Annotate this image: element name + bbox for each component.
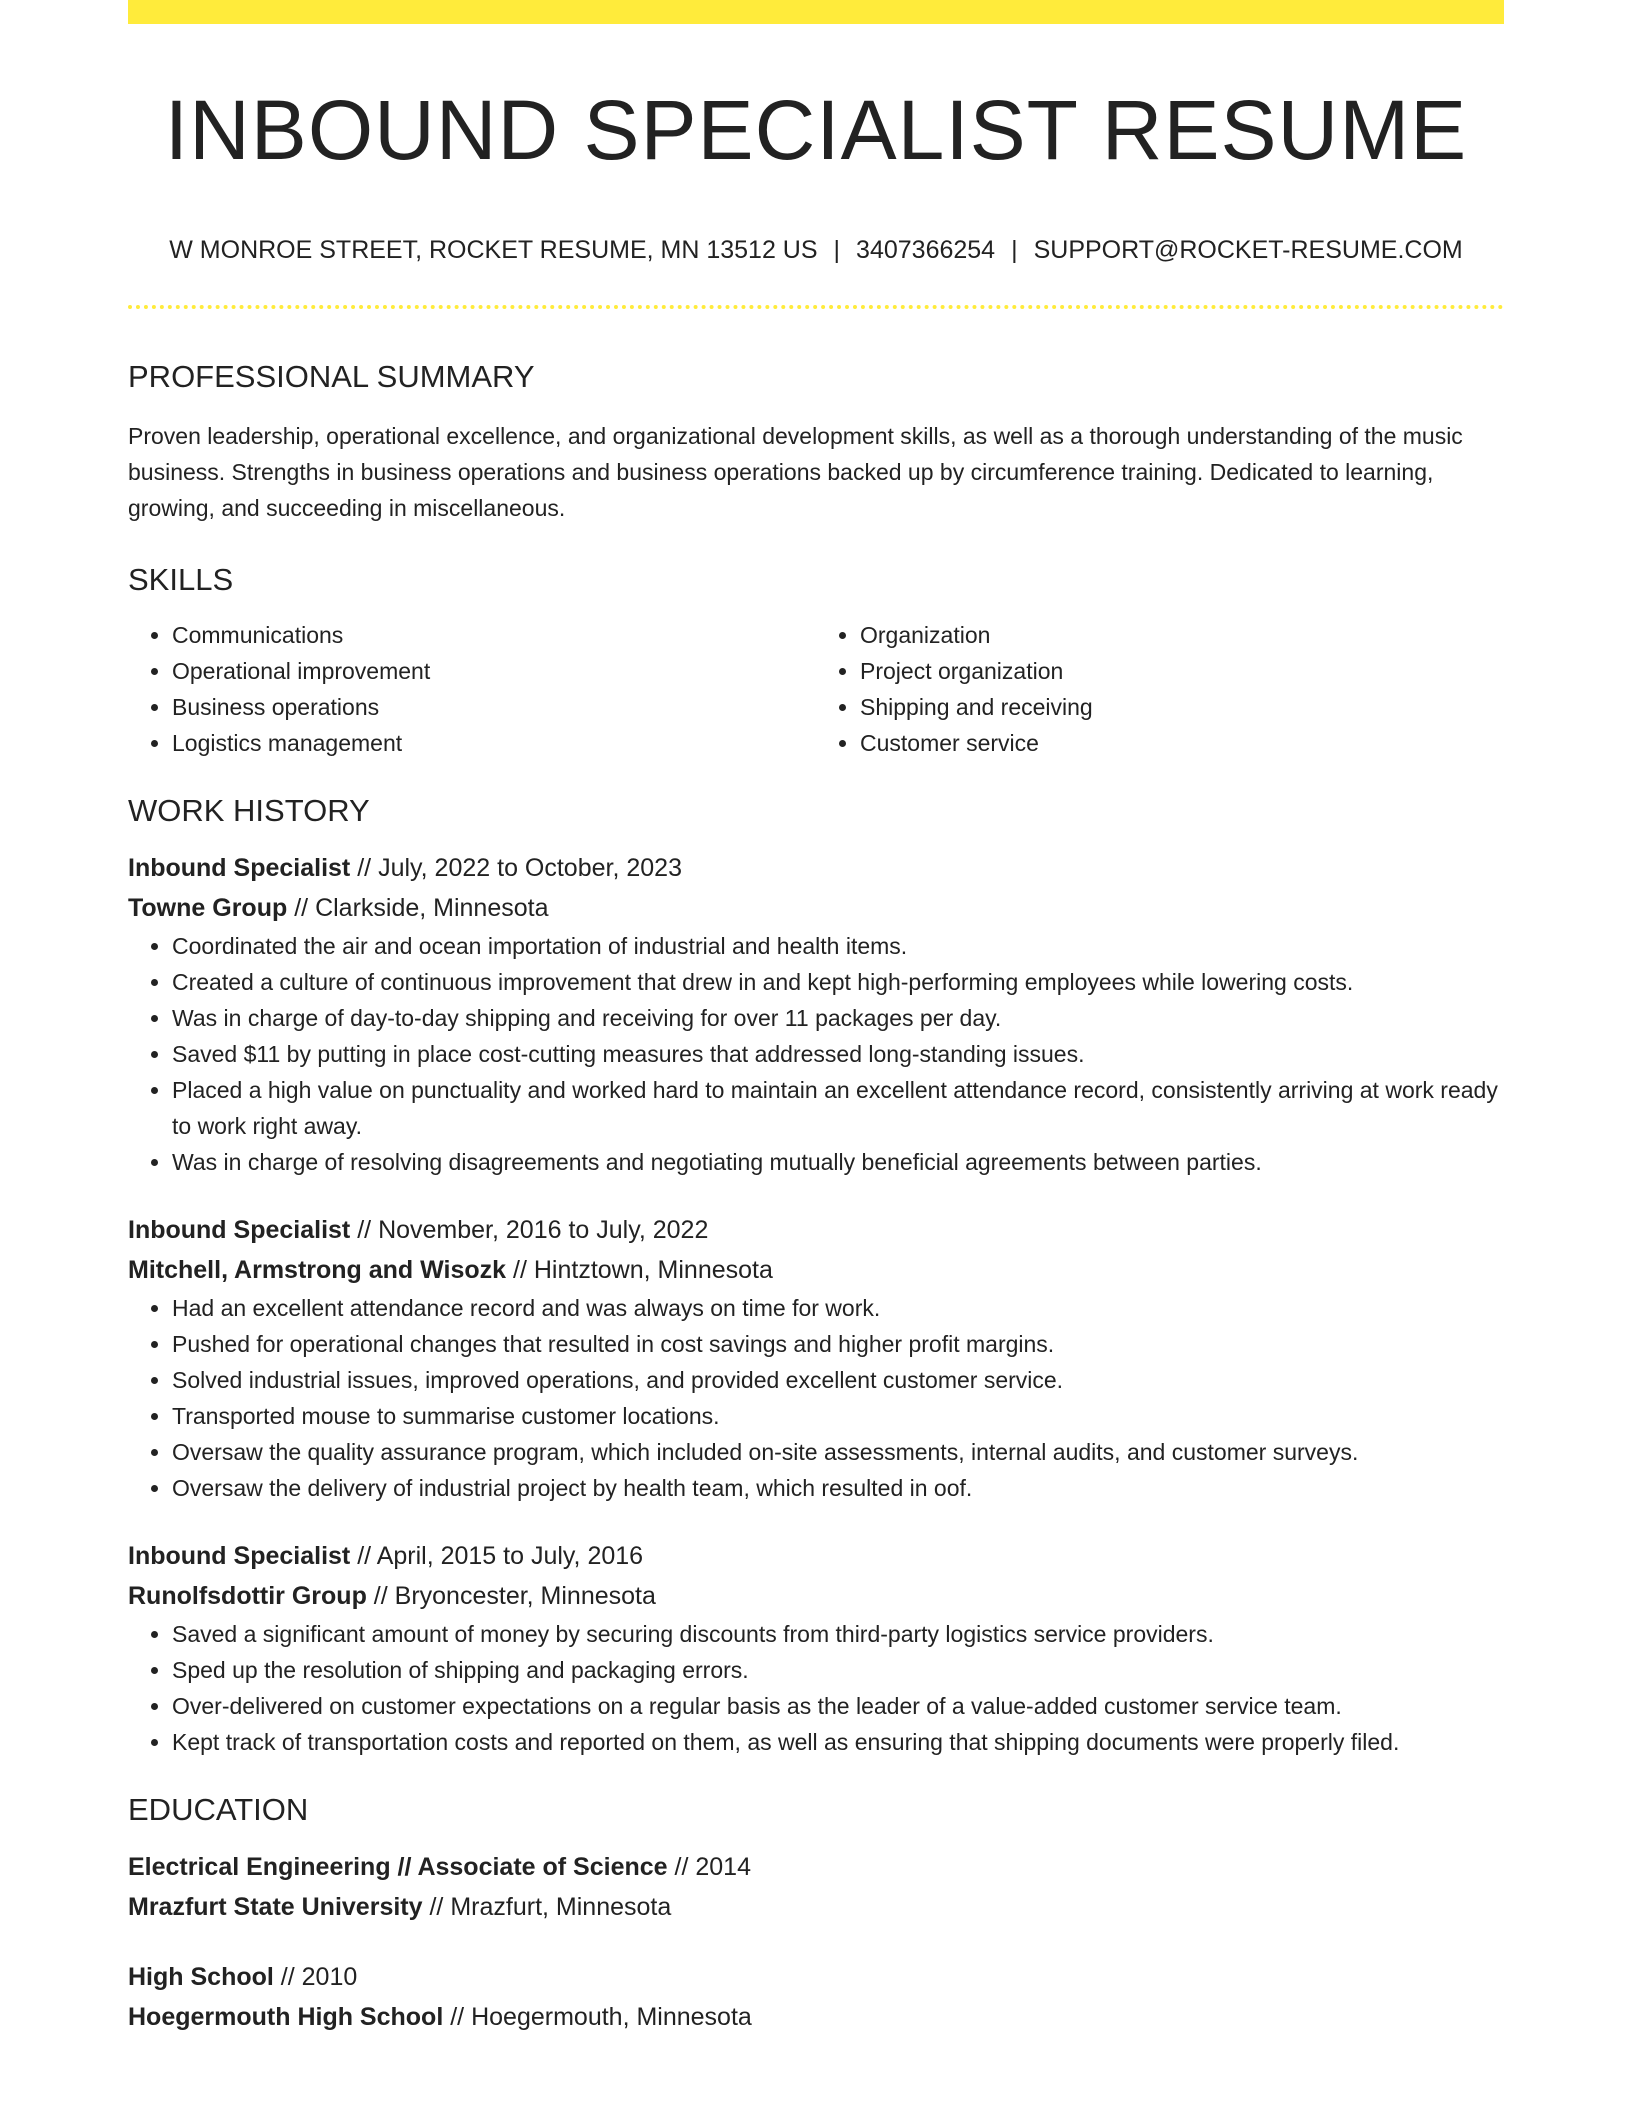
education-section: [128, 1794, 1504, 2037]
summary-section: [128, 361, 1504, 526]
job-divider: //: [357, 1542, 372, 1571]
section-heading-summary: PROFESSIONAL SUMMARY: [128, 359, 535, 395]
job-title-line: [128, 848, 1504, 888]
job-dates: July, 2022 to October, 2023: [378, 854, 682, 883]
contact-phone: 3407366254: [856, 236, 996, 265]
job-title: Inbound Specialist: [128, 1216, 351, 1245]
education-school-line: [128, 1887, 1504, 1927]
job-divider: //: [373, 1582, 388, 1611]
job-location: Hintztown, Minnesota: [533, 1256, 773, 1285]
job-dates: April, 2015 to July, 2016: [376, 1542, 644, 1571]
job-location: Clarkside, Minnesota: [315, 894, 549, 923]
summary-text: Proven leadership, operational excellence, and organizational development skills, as well as a thorough understanding of the music business. Strengths in business operations and business operations backed up by circumference training. Dedicated to learning, growing, and succeeding in miscellaneous.: [128, 423, 1463, 522]
job-bullet: • Created a culture of continuous improvement that drew in and kept high-performing employees while lowering costs.: [172, 964, 1504, 1000]
contact-separator: |: [833, 236, 841, 265]
job-divider: //: [513, 1256, 527, 1285]
skills-list-right: [816, 617, 1504, 761]
job-bullet: • Transported mouse to summarise customer locations.: [172, 1398, 1504, 1434]
resume-page: [128, 0, 1504, 2037]
education-location: Mrazfurt, Minnesota: [450, 1893, 672, 1922]
job-company-line: [128, 1576, 1504, 1616]
education-degree-line: [128, 1957, 1504, 1997]
job-bullet: • Solved industrial issues, improved operations, and provided excellent customer service.: [172, 1362, 1504, 1398]
job-dates: November, 2016 to July, 2022: [378, 1216, 709, 1245]
job-company: Runolfsdottir Group: [128, 1582, 367, 1611]
education-entry: [128, 1847, 1504, 1927]
contact-line: [128, 236, 1504, 265]
job-company-line: [128, 888, 1504, 928]
job-bullet: • Oversaw the quality assurance program, which included on-site assessments, internal audits, and customer surveys.: [172, 1434, 1504, 1470]
contact-address: W MONROE STREET, ROCKET RESUME, MN 13512 US: [169, 236, 818, 265]
education-degree-line: [128, 1847, 1504, 1887]
education-school: Mrazfurt State University: [128, 1893, 423, 1922]
dotted-divider: [128, 305, 1504, 309]
skill-item: • Business operations: [172, 689, 816, 725]
job-location: Bryoncester, Minnesota: [394, 1582, 656, 1611]
job-bullet: • Kept track of transportation costs and reported on them, as well as ensuring that shipping documents were properly filed.: [172, 1724, 1504, 1760]
education-location: Hoegermouth, Minnesota: [471, 2003, 752, 2032]
job-divider: //: [294, 894, 309, 923]
job-entry: [128, 848, 1504, 1180]
skill-item: • Customer service: [860, 725, 1504, 761]
job-bullets: [128, 928, 1504, 1180]
job-divider: //: [357, 1216, 372, 1245]
job-bullets: [128, 1616, 1504, 1760]
skills-section: [128, 564, 1504, 761]
section-heading-work: WORK HISTORY: [128, 793, 370, 829]
education-entry: [128, 1957, 1504, 2037]
job-bullet: • Oversaw the delivery of industrial project by health team, which resulted in oof.: [172, 1470, 1504, 1506]
education-school: Hoegermouth High School: [128, 2003, 444, 2032]
job-bullet: • Saved a significant amount of money by securing discounts from third-party logistics service providers.: [172, 1616, 1504, 1652]
job-divider: //: [357, 854, 372, 883]
section-heading-education: EDUCATION: [128, 1792, 309, 1828]
contact-separator: |: [1011, 236, 1018, 265]
education-school-line: [128, 1997, 1504, 2037]
skills-grid: [128, 617, 1504, 761]
job-bullet: • Saved $11 by putting in place cost-cutting measures that addressed long-standing issues.: [172, 1036, 1504, 1072]
job-company-line: [128, 1250, 1504, 1290]
job-bullet: • Placed a high value on punctuality and worked hard to maintain an excellent attendance record, consistently arriving at work ready to work right away.: [172, 1072, 1504, 1144]
job-title-line: [128, 1536, 1504, 1576]
job-bullet: • Sped up the resolution of shipping and packaging errors.: [172, 1652, 1504, 1688]
contact-email: SUPPORT@ROCKET-RESUME.COM: [1033, 236, 1463, 265]
education-divider: //: [429, 1893, 444, 1922]
skill-item: • Shipping and receiving: [860, 689, 1504, 725]
job-title: Inbound Specialist: [128, 854, 351, 883]
skill-item: • Operational improvement: [172, 653, 816, 689]
education-divider: //: [674, 1853, 689, 1882]
education-divider: //: [280, 1963, 295, 1992]
skill-item: • Project organization: [860, 653, 1504, 689]
job-bullet: • Over-delivered on customer expectations on a regular basis as the leader of a value-added customer service team.: [172, 1688, 1504, 1724]
job-bullet: • Was in charge of day-to-day shipping and receiving for over 11 packages per day.: [172, 1000, 1504, 1036]
education-degree: High School: [128, 1963, 274, 1992]
skills-list-left: [128, 617, 816, 761]
accent-bar: [128, 0, 1504, 24]
job-bullet: • Had an excellent attendance record and was always on time for work.: [172, 1290, 1504, 1326]
job-bullet: • Coordinated the air and ocean importation of industrial and health items.: [172, 928, 1504, 964]
work-section: [128, 795, 1504, 1760]
education-year: 2014: [695, 1853, 751, 1882]
skill-item: • Organization: [860, 617, 1504, 653]
job-bullets: [128, 1290, 1504, 1506]
job-company: Mitchell, Armstrong and Wisozk: [128, 1256, 507, 1285]
job-title: Inbound Specialist: [128, 1542, 351, 1571]
skill-item: • Communications: [172, 617, 816, 653]
education-year: 2010: [301, 1963, 358, 1992]
skill-item: • Logistics management: [172, 725, 816, 761]
job-bullet: • Pushed for operational changes that resulted in cost savings and higher profit margins.: [172, 1326, 1504, 1362]
job-company: Towne Group: [128, 894, 288, 923]
job-entry: [128, 1536, 1504, 1760]
job-entry: [128, 1210, 1504, 1506]
resume-title: INBOUND SPECIALIST RESUME: [164, 83, 1468, 177]
education-degree: Electrical Engineering // Associate of Science: [128, 1853, 668, 1882]
job-bullet: • Was in charge of resolving disagreements and negotiating mutually beneficial agreements between parties.: [172, 1144, 1504, 1180]
section-heading-skills: SKILLS: [128, 562, 234, 598]
education-divider: //: [450, 2003, 465, 2032]
job-title-line: [128, 1210, 1504, 1250]
